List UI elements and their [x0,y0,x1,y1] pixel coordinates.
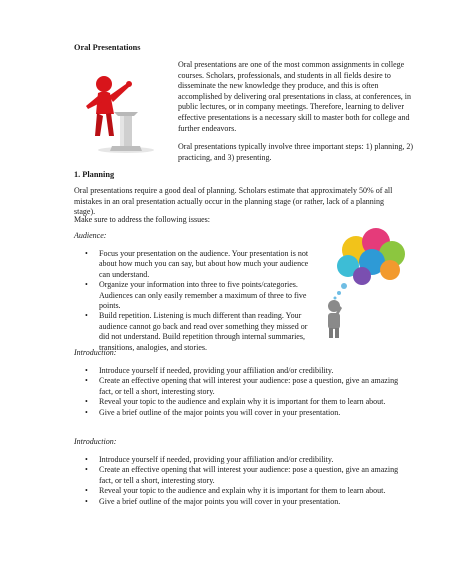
list-item: • Create an effective opening that will interest your audience: pose a question, give an amazing fact, or tell a short, interesting story. [85,465,399,485]
audience-heading: Audience: [74,231,107,240]
thinking-puzzle-brain-icon [318,220,418,338]
planning-paragraph: Oral presentations require a good deal of planning. Scholars estimate that approximately 50% of all mistakes in an oral presentation actually occur in the planning stage (or rather, lack of a planning stage). [74,186,393,217]
bullet-icon: • [85,496,88,506]
section-heading: 1. Planning [74,170,115,179]
list-item: • Organize your information into three to five points/categories. Audiences can only easily remember a maximum of three to five points. [85,280,307,311]
bullet-icon: • [85,280,88,290]
bullet-icon: • [85,311,88,321]
list-item: • Give a brief outline of the major points you will cover in your presentation. [85,496,341,506]
list-item: • Reveal your topic to the audience and explain why it is important for them to learn about. [85,486,386,496]
intro-paragraph: Oral presentations typically involve three important steps: 1) planning, 2) practicing, and 3) presenting. [178,142,414,162]
list-item: • Build repetition. Listening is much different than reading. Your audience cannot go back and read over something they missed or did not understand. Build repetition through internal summaries, transitions, analogies, and stories. [85,311,308,352]
list-item: • Focus your presentation on the audience. Your presentation is not about how much you can say, but about how much your audience can understand. [85,249,309,279]
bullet-icon: • [85,249,88,258]
issues-line: Make sure to address the following issues: [74,215,210,224]
bullet-icon: • [85,376,88,386]
bullet-icon: • [85,366,88,375]
document-title: Oral Presentations [74,43,141,52]
introduction-list [74,455,404,507]
speaker-at-podium-icon [76,66,168,154]
bullet-icon: • [85,455,88,464]
introduction-heading: Introduction: [74,348,117,357]
list-item: • Reveal your topic to the audience and explain why it is important for them to learn about. [85,397,386,407]
list-item: • Introduce yourself if needed, providing your affiliation and/or credibility. [85,455,334,464]
list-item: • Introduce yourself if needed, providing your affiliation and/or credibility. [85,366,334,375]
bullet-icon: • [85,465,88,475]
bullet-icon: • [85,407,88,417]
audience-list [74,249,310,353]
introduction-heading: Introduction: [74,437,117,446]
introduction-list [74,366,404,418]
intro-paragraph: Oral presentations are one of the most common assignments in college courses. Scholars, professionals, and students in all fields desire to disseminate the new knowledge they produce, and this is often accomplished by delivering oral presentations in class, at conferences, in public lectures, or in company meetings. Therefore, learning to deliver effective presentations is a necessary skill to master both for college and further endeavors. [178,60,412,133]
list-item: • Create an effective opening that will interest your audience: pose a question, give an amazing fact, or tell a short, interesting story. [85,376,399,396]
list-item: • Give a brief outline of the major points you will cover in your presentation. [85,407,341,417]
bullet-icon: • [85,486,88,496]
bullet-icon: • [85,397,88,407]
intro-text [178,60,414,171]
